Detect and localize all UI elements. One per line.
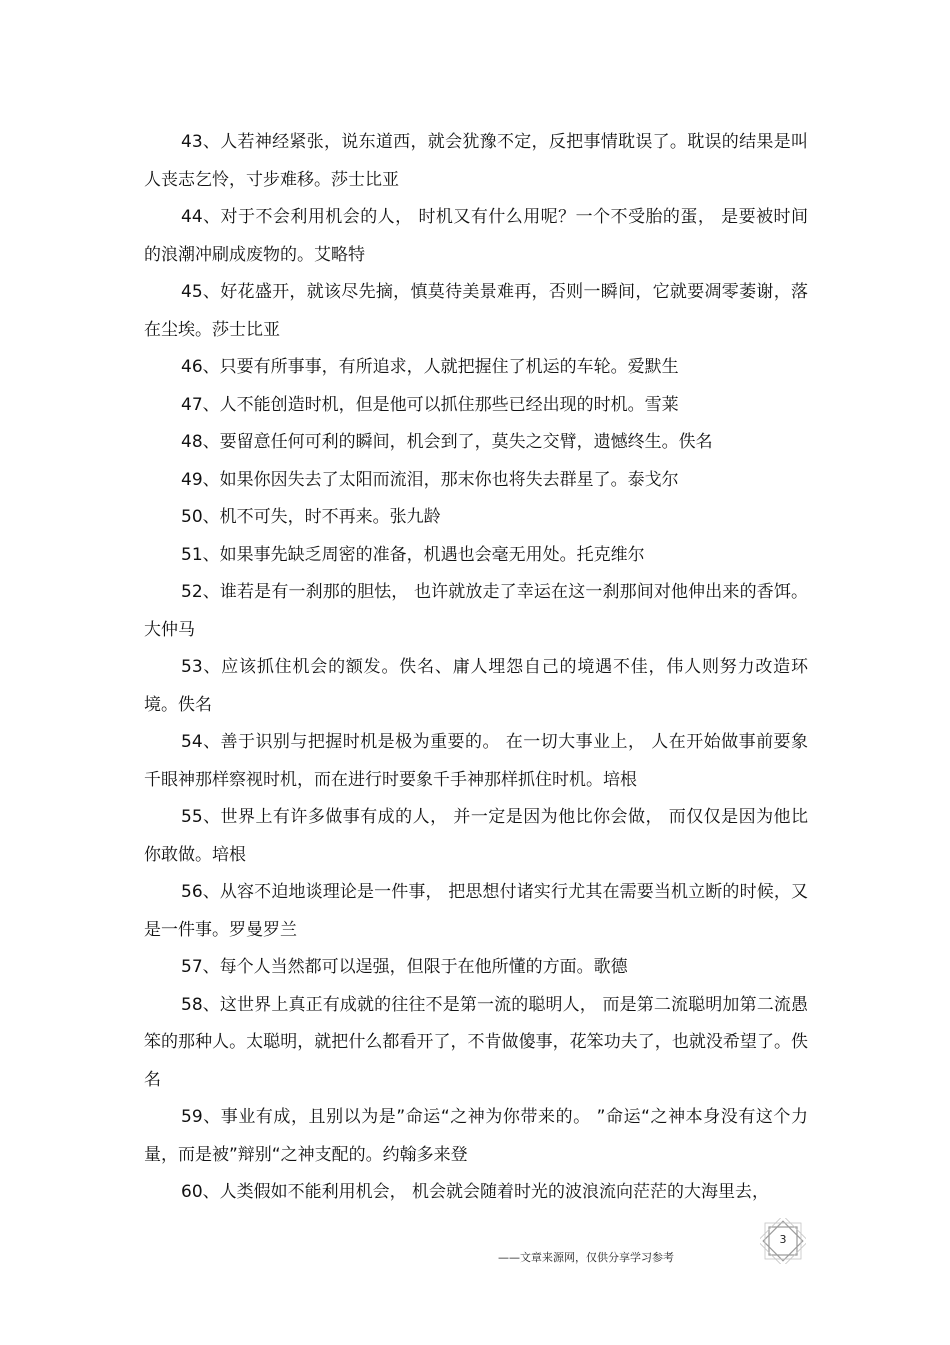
quote-paragraph: 57、每个人当然都可以逞强，但限于在他所懂的方面。歌德 — [181, 957, 628, 977]
quote-paragraph: 55、世界上有许多做事有成的人， 并一定是因为他比你会做， 而仅仅是因为他比你敢做。培根 — [144, 807, 808, 865]
quote-paragraph: 49、如果你因失去了太阳而流泪，那末你也将失去群星了。泰戈尔 — [181, 469, 679, 490]
quote-paragraph: 43、人若神经紧张，说东道西，就会犹豫不定，反把事情耽误了。耽误的结果是叫人丧志乞怜，寸步难移。莎士比亚 — [144, 132, 808, 190]
quote-paragraph: 52、谁若是有一刹那的胆怯， 也许就放走了幸运在这一刹那间对他伸出来的香饵。大仲马 — [144, 582, 808, 640]
source-note: ——文章来源网，仅供分享学习参考 — [498, 1251, 674, 1264]
quote-paragraph: 59、事业有成，且别以为是”命运“之神为你带来的。 ”命运“之神本身没有这个力量，而是被”辩别“之神支配的。约翰多来登 — [144, 1107, 808, 1165]
quote-paragraph: 60、人类假如不能利用机会， 机会就会随着时光的波浪流向茫茫的大海里去， — [181, 1182, 770, 1202]
quote-paragraph: 51、如果事先缺乏周密的准备，机遇也会毫无用处。托克维尔 — [181, 544, 645, 565]
quote-list — [144, 124, 808, 1212]
quote-paragraph: 54、善于识别与把握时机是极为重要的。 在一切大事业上， 人在开始做事前要象千眼神那样察视时机，而在进行时要象千手神那样抓住时机。培根 — [144, 732, 808, 790]
page-number-badge — [760, 1218, 806, 1264]
page-number: 3 — [779, 1233, 787, 1246]
quote-paragraph: 53、应该抓住机会的额发。佚名、庸人埋怨自己的境遇不佳，伟人则努力改造环境。佚名 — [144, 657, 808, 715]
quote-paragraph: 44、对于不会利用机会的人， 时机又有什么用呢？一个不受胎的蛋， 是要被时间的浪潮冲刷成废物的。艾略特 — [144, 207, 808, 265]
quote-paragraph: 50、机不可失，时不再来。张九龄 — [181, 507, 441, 527]
quote-paragraph: 56、从容不迫地谈理论是一件事， 把思想付诸实行尤其在需要当机立断的时候，又是一件事。罗曼罗兰 — [144, 882, 808, 940]
quote-paragraph: 45、好花盛开，就该尽先摘，慎莫待美景难再，否则一瞬间，它就要凋零萎谢，落在尘埃。莎士比亚 — [144, 282, 808, 340]
quote-paragraph: 48、要留意任何可利的瞬间，机会到了，莫失之交臂，遗憾终生。佚名 — [181, 432, 713, 452]
quote-paragraph: 58、这世界上真正有成就的往往不是第一流的聪明人， 而是第二流聪明加第二流愚笨的那种人。太聪明，就把什么都看开了，不肯做傻事，花笨功夫了，也就没希望了。佚名 — [144, 994, 808, 1090]
quote-paragraph: 46、只要有所事事，有所追求，人就把握住了机运的车轮。爱默生 — [181, 357, 679, 377]
quote-paragraph: 47、人不能创造时机，但是他可以抓住那些已经出现的时机。雪莱 — [181, 394, 679, 415]
